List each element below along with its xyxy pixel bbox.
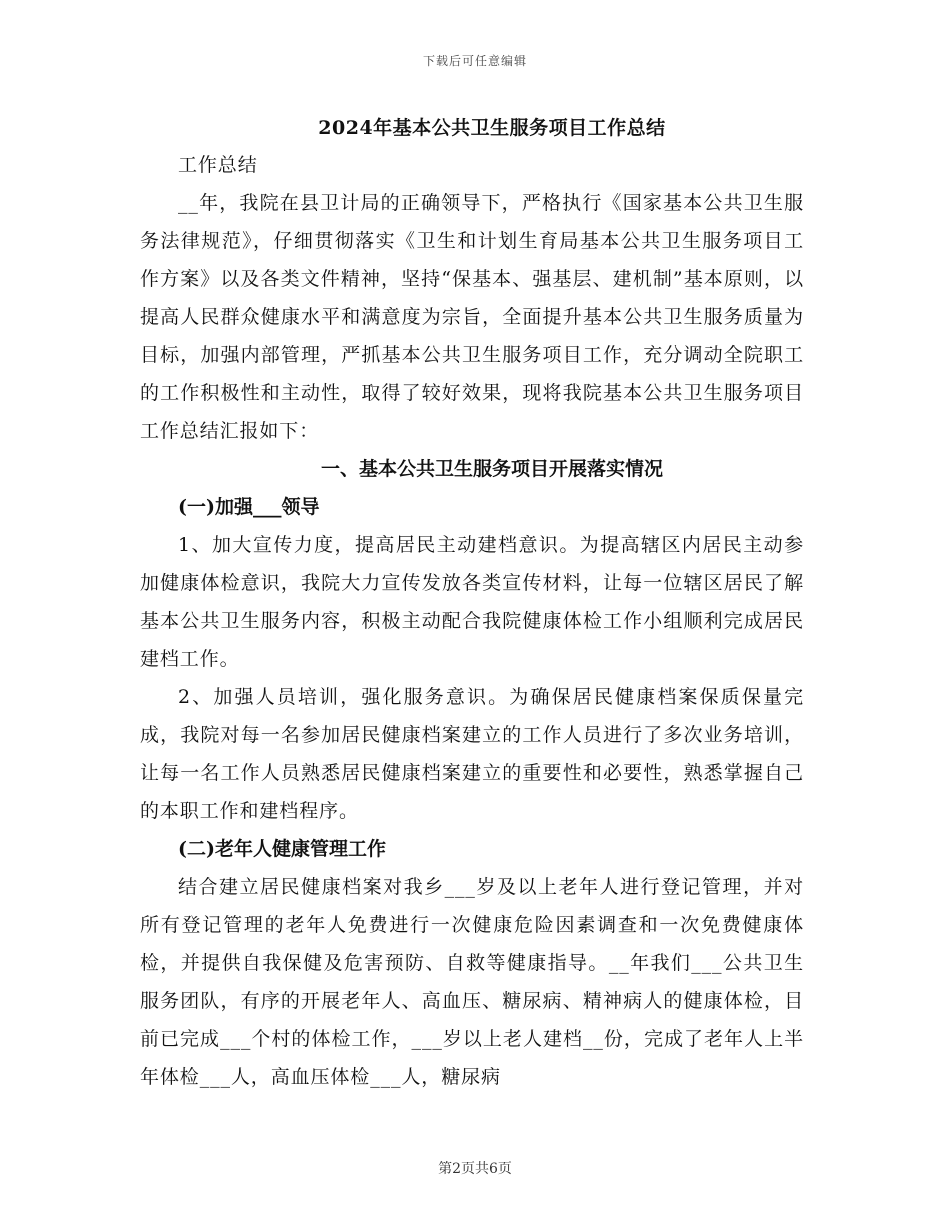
page-header: 下载后可任意编辑 bbox=[422, 54, 527, 68]
document-body bbox=[140, 110, 804, 1096]
summary-label: 工作总结 bbox=[178, 154, 258, 176]
paragraph-publicity: 1、加大宣传力度，提高居民主动建档意识。为提高辖区内居民主动参加健康体检意识，我院大力宣传发放各类宣传材料，让每一位辖区居民了解基本公共卫生服务内容，积极主动配合我院健康体检工作小组顺利完成居民建档工作。 bbox=[140, 534, 804, 670]
subsection-heading-2: (二)老年人健康管理工作 bbox=[178, 838, 386, 860]
paragraph-training: 2、加强人员培训，强化服务意识。为确保居民健康档案保质保量完成，我院对每一名参加居民健康档案建立的工作人员进行了多次业务培训，让每一名工作人员熟悉居民健康档案建立的重要性和必要性，熟悉掌握自己的本职工作和建档程序。 bbox=[140, 686, 804, 822]
intro-paragraph: __年，我院在县卫计局的正确领导下，严格执行《国家基本公共卫生服务法律规范》，仔细贯彻落实《卫生和计划生育局基本公共卫生服务项目工作方案》以及各类文件精神，坚持“保基本、强基层、建机制”基本原则，以提高人民群众健康水平和满意度为宗旨，全面提升基本公共卫生服务质量为目标，加强内部管理，严抓基本公共卫生服务项目工作，充分调动全院职工的工作积极性和主动性，取得了较好效果，现将我院基本公共卫生服务项目工作总结汇报如下： bbox=[140, 192, 804, 442]
page-footer: 第2页共6页 bbox=[438, 1161, 512, 1177]
section-heading-1: 一、基本公共卫生服务项目开展落实情况 bbox=[320, 458, 663, 480]
paragraph-elderly-care: 结合建立居民健康档案对我乡___岁及以上老年人进行登记管理，并对所有登记管理的老年人免费进行一次健康危险因素调查和一次免费健康体检，并提供自我保健及危害预防、自救等健康指导。__年我们___公共卫生服务团队，有序的开展老年人、高血压、糖尿病、精神病人的健康体检，目前已完成___个村的体检工作，___岁以上老人建档__份，完成了老年人上半年体检___人，高血压体检___人，糖尿病 bbox=[140, 876, 804, 1088]
subsection-heading-1: (一)加强___领导 bbox=[178, 496, 320, 518]
document-title: 2024年基本公共卫生服务项目工作总结 bbox=[318, 117, 666, 139]
